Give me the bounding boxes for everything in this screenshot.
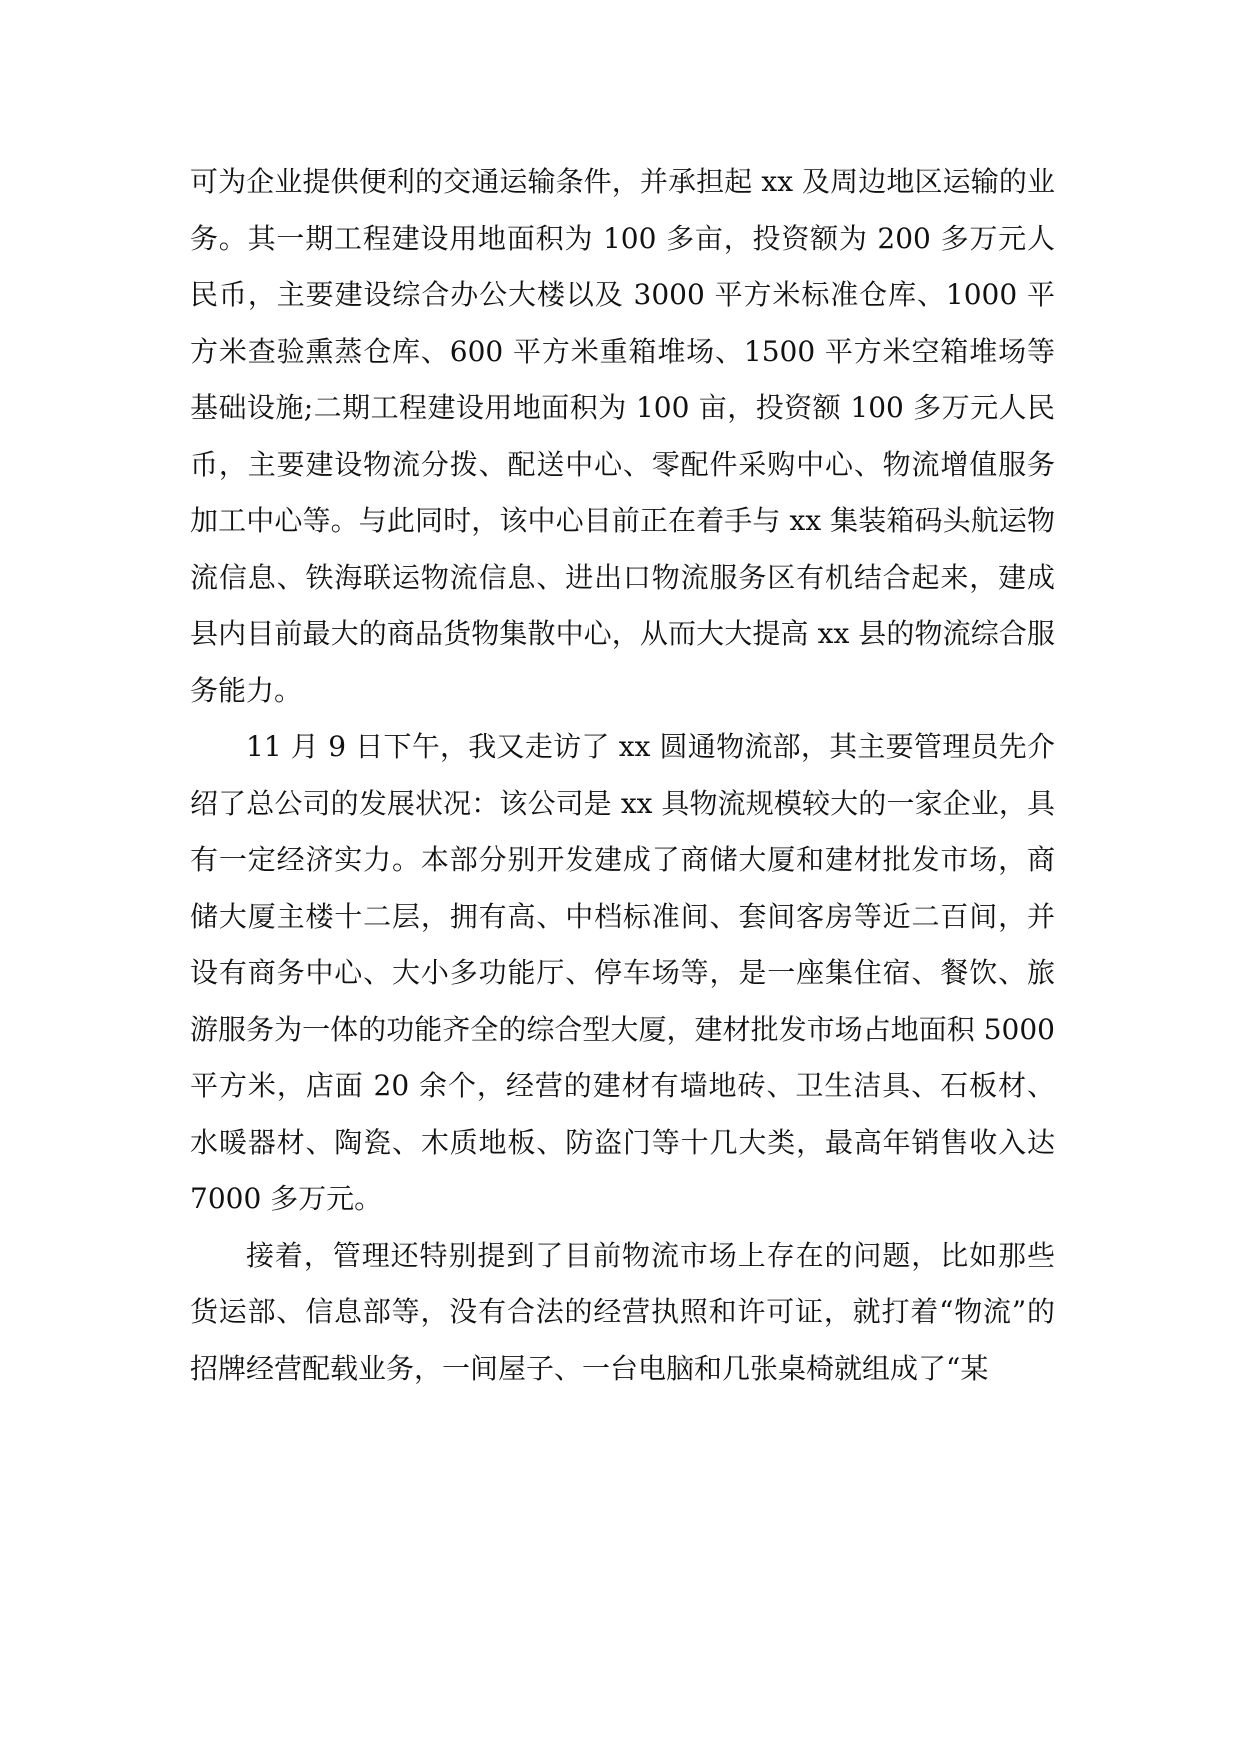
body-paragraph-2: 11 月 9 日下午，我又走访了 xx 圆通物流部，其主要管理员先介绍了总公司的发展状况：该公司是 xx 具物流规模较大的一家企业，具有一定经济实力。本部分别开发建成了商储大厦和建材批发市场，商储大厦主楼十二层，拥有高、中档标准间、套间客房等近二百间，并设有商务中心、大小多功能厅、停车场等，是一座集住宿、餐饮、旅游服务为一体的功能齐全的综合型大厦，建材批发市场占地面积 5000 平方米，店面 20 余个，经营的建材有墙地砖、卫生洁具、石板材、水暖器材、陶瓷、木质地板、防盗门等十几大类，最高年销售收入达 7000 多万元。 (190, 730, 1055, 1215)
body-paragraph-3: 接着，管理还特别提到了目前物流市场上存在的问题，比如那些货运部、信息部等，没有合法的经营执照和许可证，就打着“物流”的招牌经营配载业务，一间屋子、一台电脑和几张桌椅就组成了“某 (190, 1238, 1055, 1385)
document-body (190, 154, 1055, 1397)
body-paragraph-1: 可为企业提供便利的交通运输条件，并承担起 xx 及周边地区运输的业务。其一期工程建设用地面积为 100 多亩，投资额为 200 多万元人民币，主要建设综合办公大楼以及 3000 平方米标准仓库、1000 平方米查验熏蒸仓库、600 平方米重箱堆场、1500 平方米空箱堆场等基础设施;二期工程建设用地面积为 100 亩，投资额 100 多万元人民币，主要建设物流分拨、配送中心、零配件采购中心、物流增值服务加工中心等。与此同时，该中心目前正在着手与 xx 集装箱码头航运物流信息、铁海联运物流信息、进出口物流服务区有机结合起来，建成县内目前最大的商品货物集散中心，从而大大提高 xx 县的物流综合服务能力。 (190, 165, 1055, 707)
